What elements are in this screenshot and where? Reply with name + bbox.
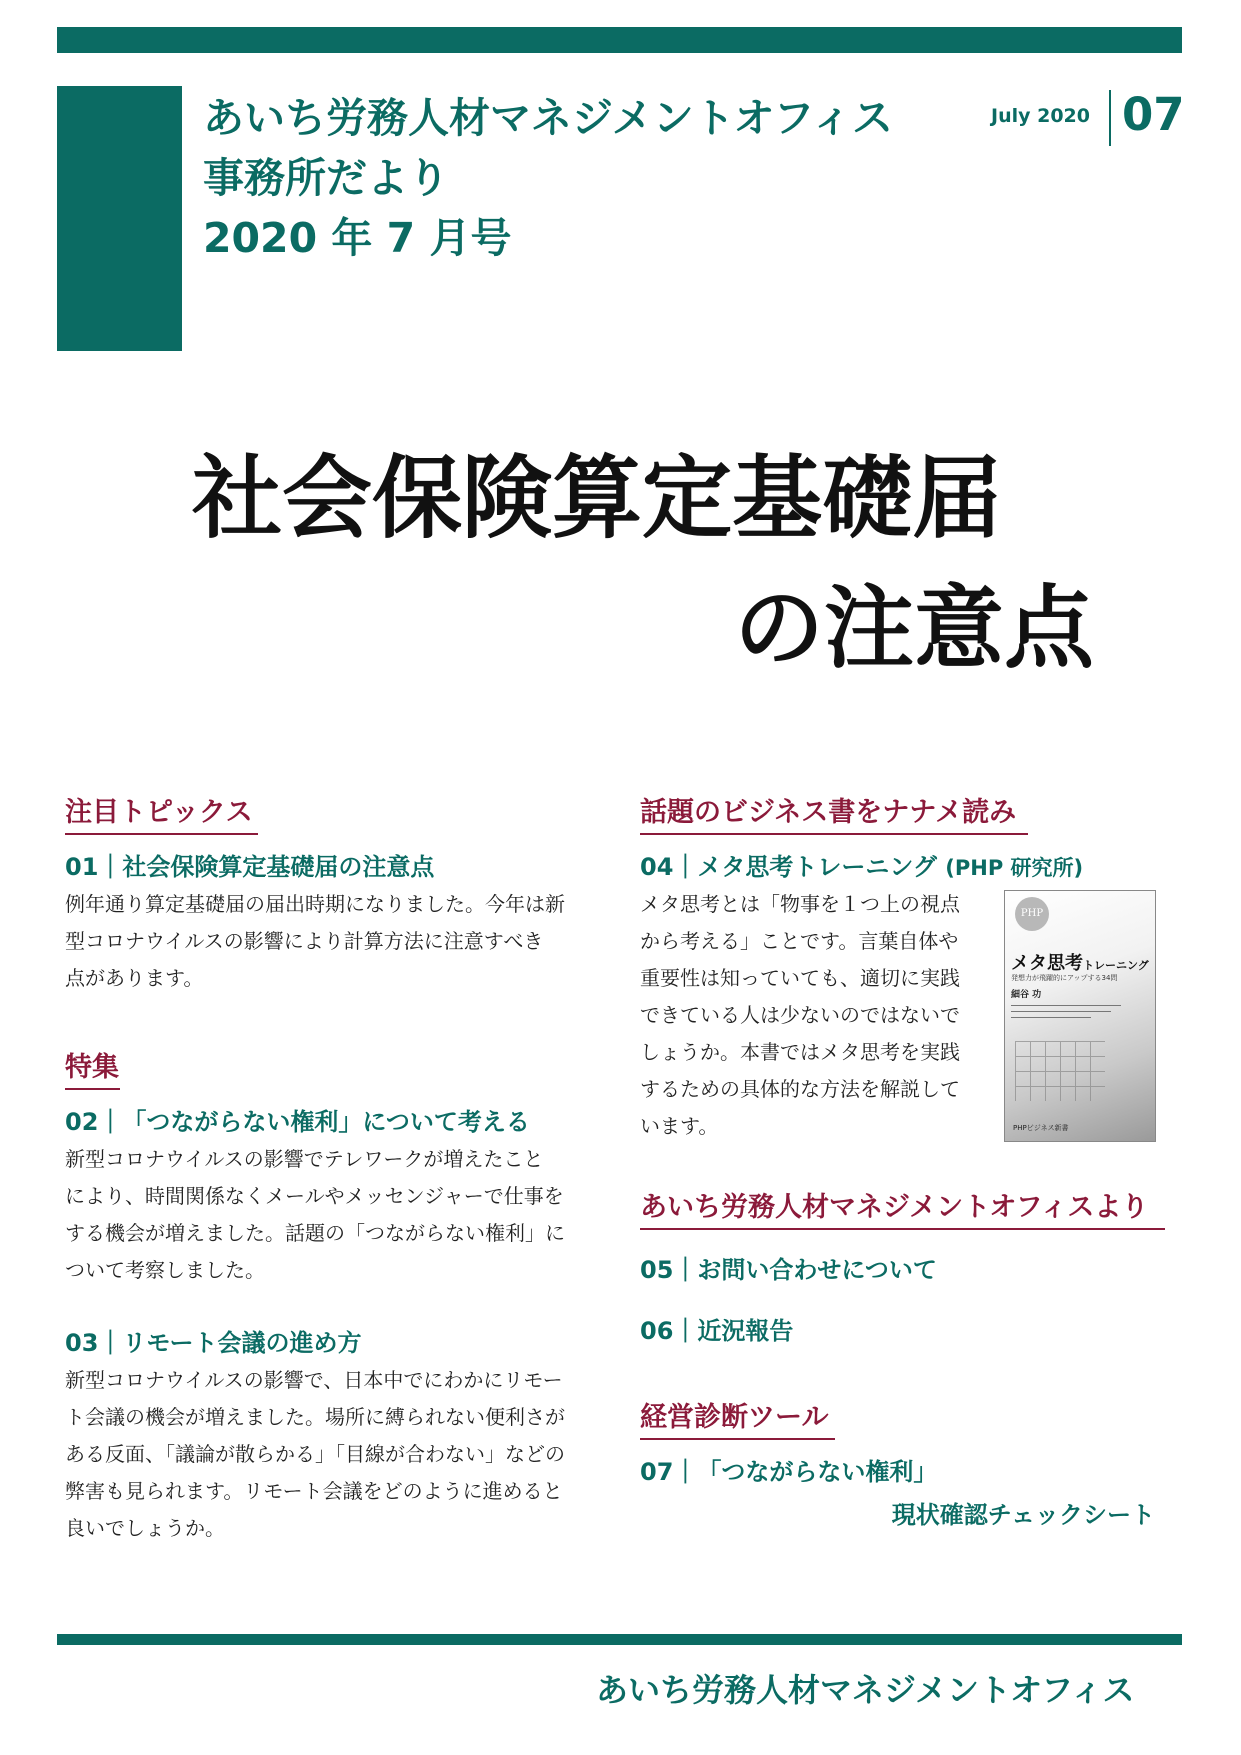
main-title-line2: の注意点 [734, 576, 1094, 681]
body-line: できている人は少ないのではないで [640, 1003, 960, 1027]
body-line: 弊害も見られます。リモート会議をどのように進めると [65, 1479, 563, 1503]
topics-heading: 注目トピックス [65, 797, 253, 828]
body-line: 良いでしょうか。 [65, 1516, 225, 1540]
issue-divider [1109, 90, 1111, 146]
office-rule [640, 1228, 1165, 1230]
item-05-title[interactable]: 05｜お問い合わせについて [640, 1256, 937, 1284]
book-cover-image [1004, 890, 1156, 1142]
item-02-title[interactable]: 02｜「つながらない権利」について考える [65, 1108, 530, 1136]
book-cover-title-main: メタ思考 [1011, 953, 1083, 974]
top-bar [57, 27, 1182, 53]
main-title-line1: 社会保険算定基礎届 [192, 446, 1002, 551]
book-cover-title [1011, 949, 1149, 975]
body-line: しょうか。本書ではメタ思考を実践 [640, 1040, 960, 1064]
topics-section [65, 790, 600, 997]
item-01-body [65, 886, 600, 997]
item-07-title[interactable]: 07｜「つながらない権利」 [640, 1458, 938, 1486]
cover-grid-pattern [1015, 1041, 1105, 1101]
books-heading: 話題のビジネス書をナナメ読み [640, 797, 1017, 828]
feature-section [65, 1045, 600, 1547]
newsletter-name: 事務所だより [203, 154, 449, 202]
item-04-publisher: (PHP 研究所) [945, 856, 1084, 880]
body-line: 新型コロナウイルスの影響で、日本中でにわかにリモー [65, 1368, 563, 1392]
cover-text-line [1011, 1005, 1121, 1006]
tool-section [640, 1395, 1175, 1530]
item-06-title[interactable]: 06｜近況報告 [640, 1317, 794, 1345]
office-section [640, 1185, 1175, 1346]
book-cover-subtitle: 発想力が飛躍的にアップする34問 [1011, 974, 1118, 982]
body-line: するための具体的な方法を解説して [640, 1077, 960, 1101]
office-name: あいち労務人材マネジメントオフィス [203, 94, 894, 142]
cover-text-line [1011, 1017, 1091, 1018]
body-line: する機会が増えました。話題の「つながらない権利」に [65, 1221, 565, 1245]
item-02-body [65, 1141, 600, 1289]
book-cover-title-sub: トレーニング [1083, 959, 1149, 972]
item-04-title-text: 04｜メタ思考トレーニング [640, 853, 937, 881]
bottom-bar [57, 1634, 1182, 1645]
body-line: から考える」ことです。言葉自体や [640, 929, 959, 953]
book-cover-publisher: PHPビジネス新書 [1013, 1124, 1069, 1132]
footer-office-name: あいち労務人材マネジメントオフィス [596, 1671, 1135, 1709]
body-line: 例年通り算定基礎届の届出時期になりました。今年は新 [65, 892, 565, 916]
item-07-subtitle[interactable]: 現状確認チェックシート [891, 1501, 1155, 1529]
body-line: 型コロナウイルスの影響により計算方法に注意すべき [65, 929, 544, 953]
item-04-title[interactable] [640, 847, 1175, 882]
body-line: により、時間関係なくメールやメッセンジャーで仕事を [65, 1184, 564, 1208]
header-accent-block [57, 86, 182, 351]
newsletter-title [203, 88, 893, 268]
body-line: ついて考察しました。 [65, 1258, 265, 1282]
issue-month: 2020 年 7 月号 [203, 214, 512, 262]
issue-date: July 2020 [991, 105, 1090, 127]
body-line: 重要性は知っていても、適切に実践 [640, 966, 960, 990]
tool-heading: 経営診断ツール [640, 1402, 829, 1433]
item-03-body [65, 1362, 600, 1547]
body-line: ある反面、「議論が散らかる」「目線が合わない」などの [65, 1442, 565, 1466]
office-heading: あいち労務人材マネジメントオフィスより [640, 1192, 1149, 1223]
body-line: 新型コロナウイルスの影響でテレワークが増えたこと [65, 1147, 544, 1171]
feature-heading: 特集 [65, 1052, 119, 1083]
feature-rule [65, 1088, 120, 1090]
item-03-title[interactable]: 03｜リモート会議の進め方 [65, 1329, 362, 1357]
book-cover-author: 細谷 功 [1011, 990, 1042, 1000]
item-01-title[interactable]: 01｜社会保険算定基礎届の注意点 [65, 853, 435, 881]
topics-rule [65, 833, 258, 835]
books-rule [640, 833, 1028, 835]
body-line: ト会議の機会が増えました。場所に縛られない便利さが [65, 1405, 565, 1429]
item-04-body [640, 886, 1000, 1145]
body-line: メタ思考とは「物事を１つ上の視点 [640, 892, 960, 916]
tool-rule [640, 1438, 835, 1440]
body-line: 点があります。 [65, 966, 204, 990]
issue-number: 07 [1122, 88, 1185, 141]
body-line: います。 [640, 1114, 719, 1138]
publisher-badge: PHP [1015, 897, 1049, 931]
cover-text-line [1011, 1011, 1111, 1012]
